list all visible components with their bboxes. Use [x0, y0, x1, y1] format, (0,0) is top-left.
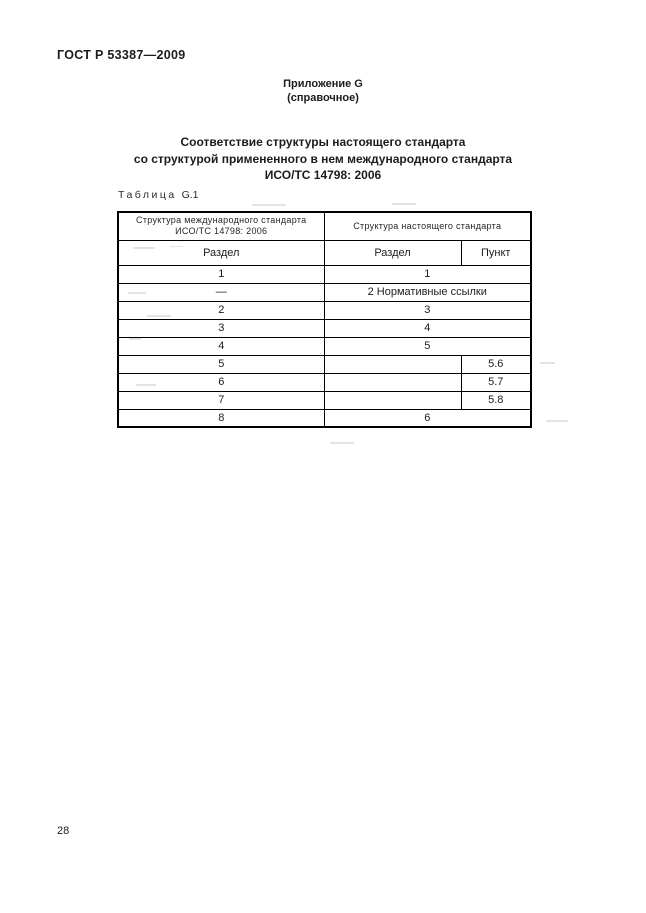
- cell-razdel: [324, 355, 461, 373]
- scan-artifact: [330, 442, 354, 444]
- cell-intl: 2: [118, 301, 324, 319]
- doc-number: ГОСТ Р 53387—2009: [57, 48, 186, 62]
- scan-artifact: [133, 247, 155, 249]
- appendix-label: Приложение G: [283, 78, 363, 90]
- cell-current: 2 Нормативные ссылки: [324, 283, 531, 301]
- cell-intl: 5: [118, 355, 324, 373]
- scan-artifact: [392, 203, 416, 205]
- table-caption-word: Таблица: [118, 189, 177, 201]
- cell-current: 6: [324, 409, 531, 427]
- table-row: [118, 391, 531, 409]
- scan-artifact: [546, 420, 568, 422]
- page-number: 28: [57, 825, 70, 837]
- scan-artifact: [252, 204, 286, 206]
- header-international-line2: ИСО/ТС 14798: 2006: [175, 226, 268, 237]
- correspondence-table: [117, 211, 532, 428]
- cell-razdel: [324, 391, 461, 409]
- cell-intl: 8: [118, 409, 324, 427]
- table-caption: [118, 189, 199, 201]
- table-row: [118, 355, 531, 373]
- table-row: [118, 409, 531, 427]
- cell-intl: 6: [118, 373, 324, 391]
- scan-artifact: [128, 292, 146, 294]
- cell-razdel: [324, 373, 461, 391]
- cell-current: 1: [324, 265, 531, 283]
- scan-artifact: [136, 384, 156, 386]
- header-current-standard: Структура настоящего стандарта: [324, 212, 531, 240]
- scan-artifact: [129, 338, 141, 340]
- cell-punkt: 5.8: [461, 391, 531, 409]
- header-international-line1: Структура международного стандарта: [136, 215, 307, 226]
- scan-artifact: [147, 315, 171, 317]
- cell-current: 5: [324, 337, 531, 355]
- section-title: [0, 134, 646, 184]
- appendix-note: (справочное): [287, 91, 359, 104]
- subheader-punkt: Пункт: [461, 240, 531, 265]
- section-title-line3: ИСО/ТС 14798: 2006: [264, 168, 382, 182]
- subheader-razdel-international: Раздел: [118, 240, 324, 265]
- table-row: [118, 337, 531, 355]
- cell-current: 4: [324, 319, 531, 337]
- table-header-row: [118, 212, 531, 240]
- appendix-heading: [0, 78, 646, 105]
- table-row: [118, 283, 531, 301]
- scan-artifact: [540, 362, 555, 364]
- cell-intl: —: [118, 283, 324, 301]
- cell-punkt: 5.6: [461, 355, 531, 373]
- scan-artifact: [170, 246, 183, 247]
- section-title-line1: Соответствие структуры настоящего стандарта: [180, 135, 466, 149]
- table-row: [118, 319, 531, 337]
- subheader-razdel-current: Раздел: [324, 240, 461, 265]
- table-row: [118, 301, 531, 319]
- cell-intl: 7: [118, 391, 324, 409]
- section-title-line2: со структурой примененного в нем международного стандарта: [133, 151, 513, 166]
- cell-current: 3: [324, 301, 531, 319]
- table-caption-number: G.1: [181, 189, 199, 201]
- header-international-standard: [118, 212, 324, 240]
- cell-intl: 3: [118, 319, 324, 337]
- table-row: [118, 373, 531, 391]
- table-row: [118, 265, 531, 283]
- cell-punkt: 5.7: [461, 373, 531, 391]
- cell-intl: 1: [118, 265, 324, 283]
- table-subheader-row: [118, 240, 531, 265]
- cell-intl: 4: [118, 337, 324, 355]
